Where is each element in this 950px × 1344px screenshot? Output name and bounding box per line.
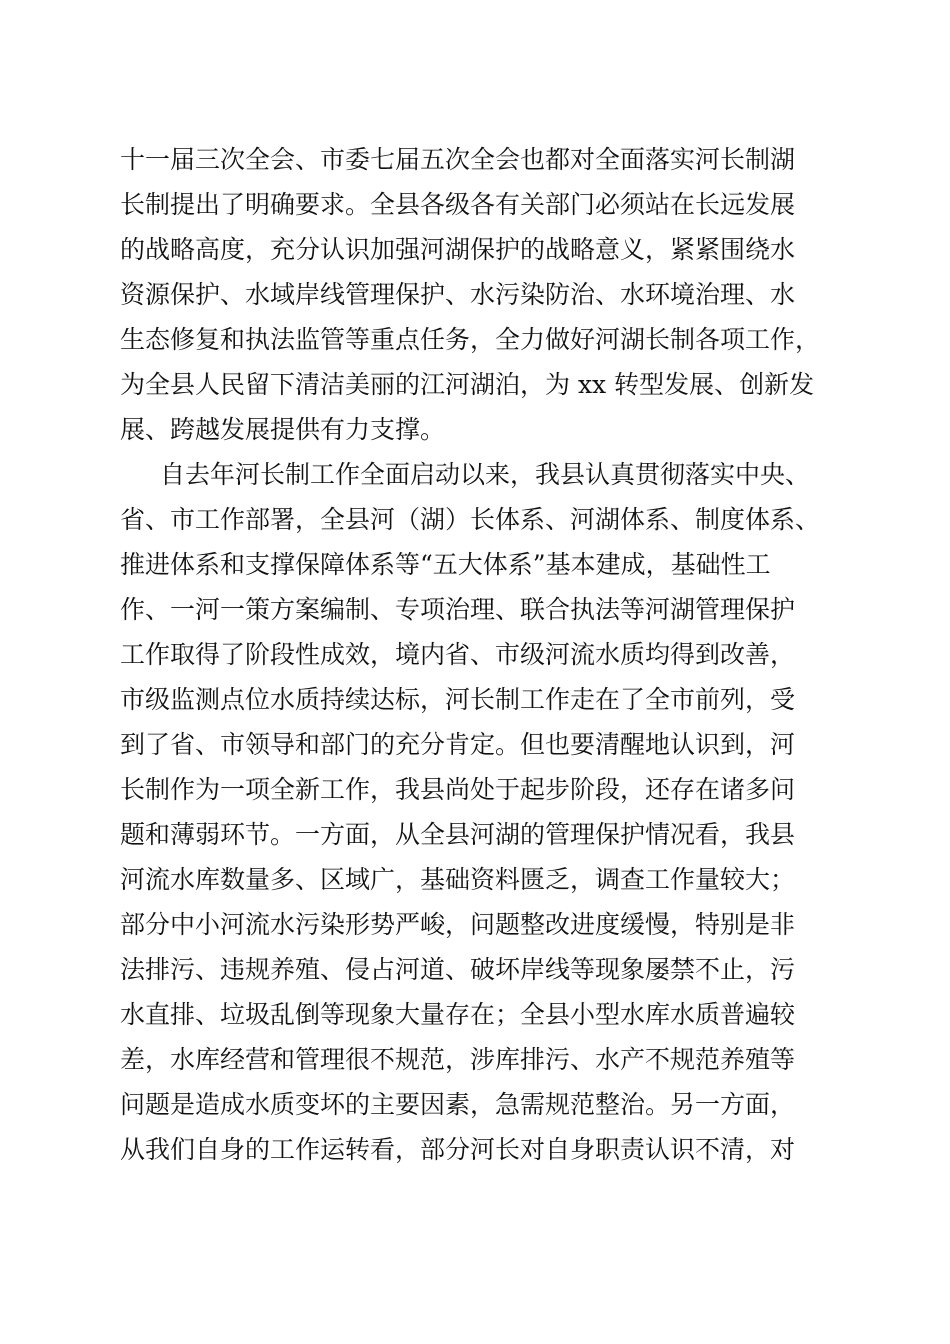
text-line: 水直排、垃圾乱倒等现象大量存在；全县小型水库水质普遍较 [120, 1000, 796, 1029]
text-line: 省、市工作部署，全县河（湖）长体系、河湖体系、制度体系、 [120, 505, 821, 534]
paragraph-first-line: 自去年河长制工作全面启动以来，我县认真贯彻落实中央、 [160, 460, 811, 489]
text-line: 展、跨越发展提供有力支撑。 [120, 415, 446, 444]
text-line: 为全县人民留下清洁美丽的江河湖泊，为 xx 转型发展、创新发 [120, 370, 815, 399]
text-line: 生态修复和执法监管等重点任务，全力做好河湖长制各项工作， [120, 325, 821, 354]
text-line: 资源保护、水域岸线管理保护、水污染防治、水环境治理、水 [120, 280, 796, 309]
text-line: 法排污、违规养殖、侵占河道、破坏岸线等现象屡禁不止，污 [120, 955, 796, 984]
text-line: 的战略高度，充分认识加强河湖保护的战略意义，紧紧围绕水 [120, 235, 796, 264]
text-line: 河流水库数量多、区域广，基础资料匮乏，调查工作量较大； [120, 865, 796, 894]
text-line: 部分中小河流水污染形势严峻，问题整改进度缓慢，特别是非 [120, 910, 796, 939]
text-line: 题和薄弱环节。一方面，从全县河湖的管理保护情况看，我县 [120, 820, 796, 849]
text-line: 工作取得了阶段性成效，境内省、市级河流水质均得到改善， [120, 640, 796, 669]
text-line: 市级监测点位水质持续达标，河长制工作走在了全市前列，受 [120, 685, 796, 714]
text-line: 差，水库经营和管理很不规范，涉库排污、水产不规范养殖等 [120, 1045, 796, 1074]
text-line: 推进体系和支撑保障体系等“五大体系”基本建成，基础性工 [120, 550, 771, 579]
text-line: 十一届三次全会、市委七届五次全会也都对全面落实河长制湖 [120, 145, 796, 174]
text-line: 长制提出了明确要求。全县各级各有关部门必须站在长远发展 [120, 190, 796, 219]
text-line: 长制作为一项全新工作，我县尚处于起步阶段，还存在诸多问 [120, 775, 796, 804]
text-line: 作、一河一策方案编制、专项治理、联合执法等河湖管理保护 [120, 595, 796, 624]
text-line: 到了省、市领导和部门的充分肯定。但也要清醒地认识到，河 [120, 730, 796, 759]
text-line: 从我们自身的工作运转看，部分河长对自身职责认识不清，对 [120, 1135, 796, 1164]
text-line: 问题是造成水质变坏的主要因素，急需规范整治。另一方面， [120, 1090, 796, 1119]
